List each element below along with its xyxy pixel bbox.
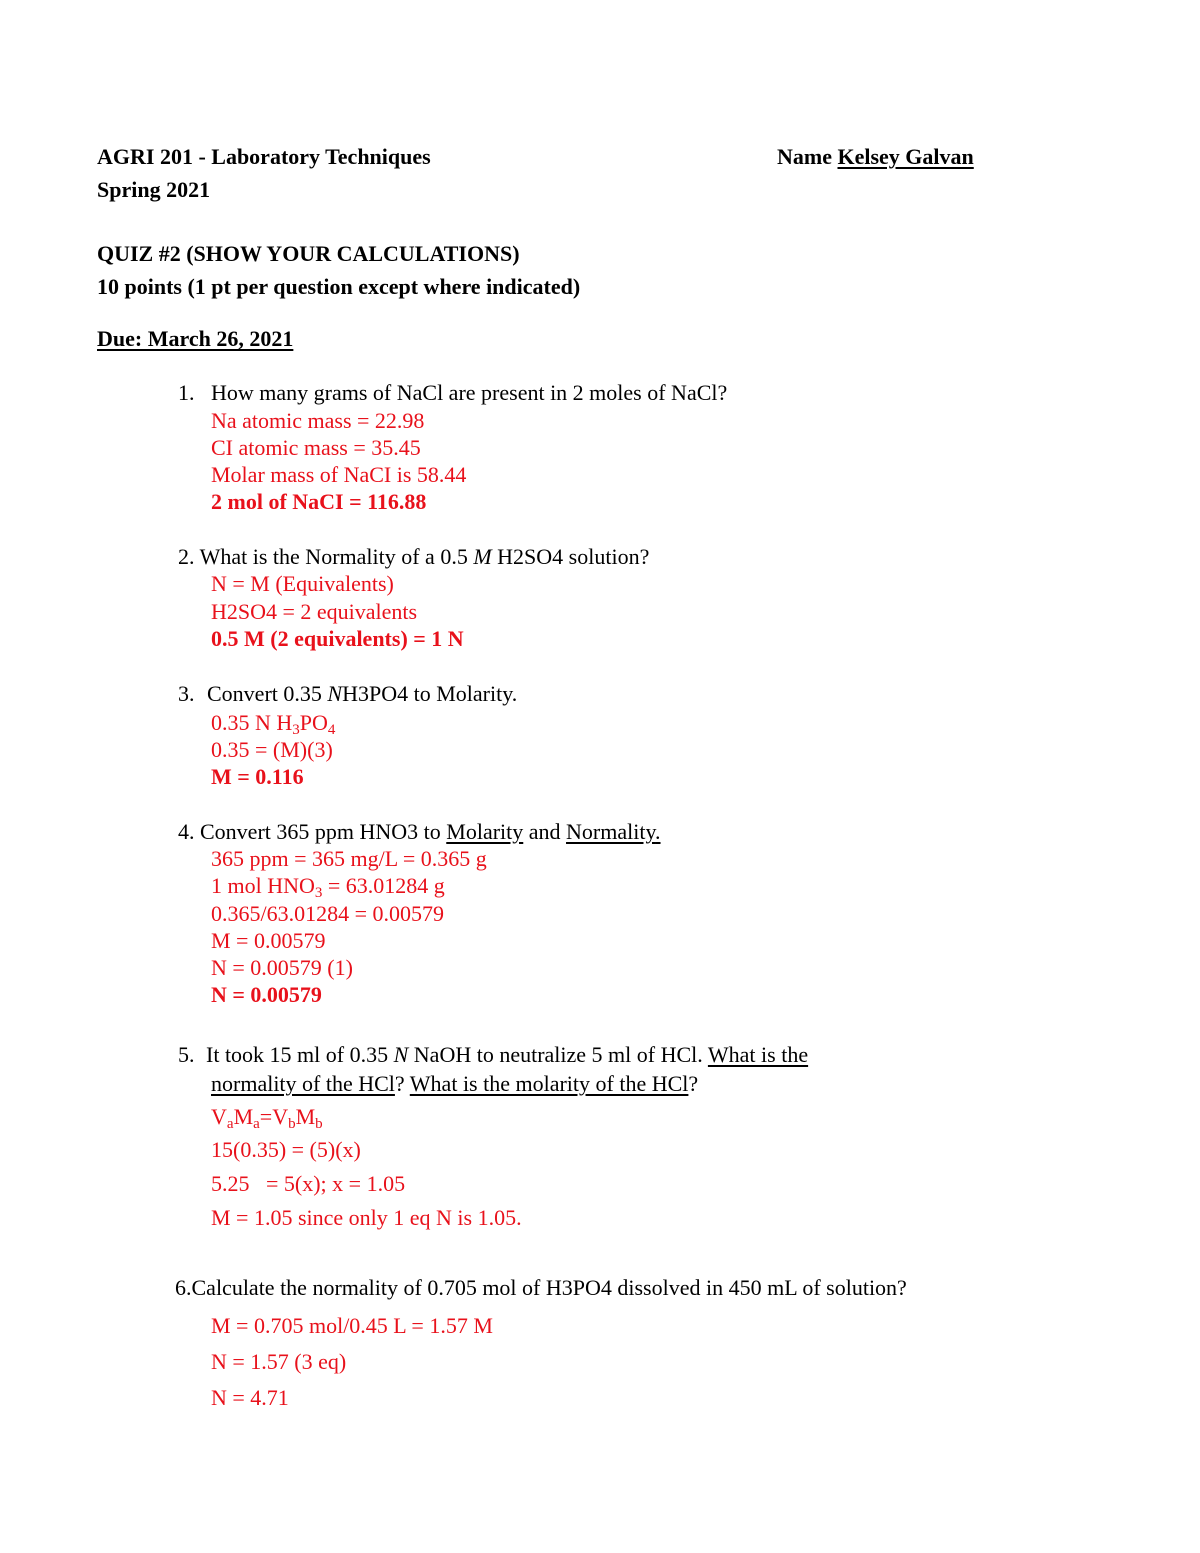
question-3-text-post: H3PO4 to Molarity.: [342, 681, 518, 706]
answer-5-sub-1: a: [226, 1116, 234, 1132]
answer-4-line-3: 0.365/63.01284 = 0.00579: [211, 901, 445, 926]
answer-5-m2: M: [295, 1104, 316, 1129]
question-4-number: 4.: [178, 819, 195, 844]
question-5-underlined-1: What is the: [707, 1042, 809, 1067]
answer-5-m: M: [233, 1104, 254, 1129]
question-5-text-pre: It took 15 ml of 0.35: [206, 1042, 389, 1067]
answer-1-line-3: Molar mass of NaCI is 58.44: [211, 462, 467, 487]
answer-6-line-1: M = 0.705 mol/0.45 L = 1.57 M: [211, 1313, 493, 1338]
question-3-text-pre: Convert 0.35: [207, 681, 322, 706]
question-4: [178, 821, 661, 843]
course-title: AGRI 201 - Laboratory Techniques: [97, 144, 431, 169]
question-4-normality: Normality: [566, 819, 656, 844]
question-2: [178, 546, 649, 568]
question-5-unit: N: [393, 1042, 409, 1067]
quiz-title: QUIZ #2 (SHOW YOUR CALCULATIONS): [97, 241, 520, 266]
answer-5-sub-2: a: [253, 1116, 260, 1132]
answer-4-line-2-pre: 1 mol HNO: [211, 873, 315, 898]
answer-6-line-3: N = 4.71: [211, 1385, 289, 1410]
answer-5-sub-3: b: [288, 1116, 296, 1132]
question-5-molarity: What is the molarity of the HCl: [409, 1071, 689, 1096]
name-field: [777, 146, 974, 168]
answer-3-sub-2: 4: [327, 722, 336, 738]
answer-5-line-4: M = 1.05 since only 1 eq N is 1.05.: [211, 1205, 522, 1230]
question-1-text: How many grams of NaCl are present in 2 moles of NaCl?: [211, 380, 728, 405]
answer-4-final: N = 0.00579: [211, 982, 322, 1007]
answer-4-sub: 3: [314, 885, 323, 901]
points-note: 10 points (1 pt per question except where indicated): [97, 274, 581, 299]
answer-5-line-2: 15(0.35) = (5)(x): [211, 1137, 361, 1162]
term: Spring 2021: [97, 177, 211, 202]
answer-5-sub-4: b: [315, 1116, 323, 1132]
answer-3-final: M = 0.116: [211, 764, 304, 789]
question-5-text-post: NaOH to neutralize 5 ml of HCl.: [413, 1042, 703, 1067]
answer-4-line-2-post: = 63.01284 g: [327, 873, 445, 898]
answer-1-line-2: CI atomic mass = 35.45: [211, 435, 421, 460]
question-3: [207, 683, 517, 705]
answer-5-v: V: [211, 1104, 227, 1129]
answer-4-line-1: 365 ppm = 365 mg/L = 0.365 g: [211, 846, 487, 871]
question-5-line-1: [206, 1044, 808, 1066]
answer-1-line-1: Na atomic mass = 22.98: [211, 408, 425, 433]
answer-2-final: 0.5 M (2 equivalents) = 1 N: [211, 626, 464, 651]
question-4-text-pre: Convert 365 ppm HNO3 to: [200, 819, 441, 844]
question-1-number: 1.: [178, 380, 195, 405]
question-2-text-post: H2SO4 solution?: [497, 544, 650, 569]
due-date: Due: March 26, 2021: [97, 326, 294, 351]
question-6-number: 6.: [175, 1275, 192, 1300]
answer-3-line-1: [211, 710, 336, 738]
question-6-text: Calculate the normality of 0.705 mol of H3PO4 dissolved in 450 mL of solution?: [191, 1275, 907, 1300]
answer-5-line-1: [211, 1104, 323, 1132]
question-2-text-pre: What is the Normality of a 0.5: [199, 544, 468, 569]
answer-6-line-2: N = 1.57 (3 eq): [211, 1349, 347, 1374]
question-4-and: and: [528, 819, 561, 844]
question-5-number: 5.: [178, 1042, 195, 1067]
answer-2-line-1: N = M (Equivalents): [211, 571, 394, 596]
question-5-qmark: ?: [394, 1071, 405, 1096]
answer-4-line-5: N = 0.00579 (1): [211, 955, 353, 980]
question-6: [175, 1277, 907, 1299]
question-5-line-2: [211, 1073, 698, 1095]
question-4-period: .: [655, 819, 661, 844]
question-5-end: ?: [688, 1071, 699, 1096]
answer-4-line-4: M = 0.00579: [211, 928, 326, 953]
answer-3-line-2: 0.35 = (M)(3): [211, 737, 333, 762]
answer-5-line-3: 5.25 = 5(x); x = 1.05: [211, 1171, 406, 1196]
answer-3-sub-1: 3: [292, 722, 300, 738]
question-3-unit: N: [327, 681, 343, 706]
answer-3-line-1-pre: 0.35 N H: [211, 710, 293, 735]
answer-2-line-2: H2SO4 = 2 equivalents: [211, 599, 418, 624]
answer-1-final: 2 mol of NaCI = 116.88: [211, 489, 427, 514]
question-2-number: 2.: [178, 544, 195, 569]
name-label: Name: [777, 144, 832, 169]
question-3-number: 3.: [178, 681, 195, 706]
question-2-unit: M: [473, 544, 492, 569]
answer-3-line-1-mid: PO: [299, 710, 328, 735]
question-4-molarity: Molarity: [446, 819, 524, 844]
student-name: Kelsey Galvan: [837, 144, 974, 169]
answer-5-eq: =V: [259, 1104, 289, 1129]
answer-4-line-2: [211, 873, 445, 901]
question-5-normality: normality of the HCl: [211, 1071, 395, 1096]
